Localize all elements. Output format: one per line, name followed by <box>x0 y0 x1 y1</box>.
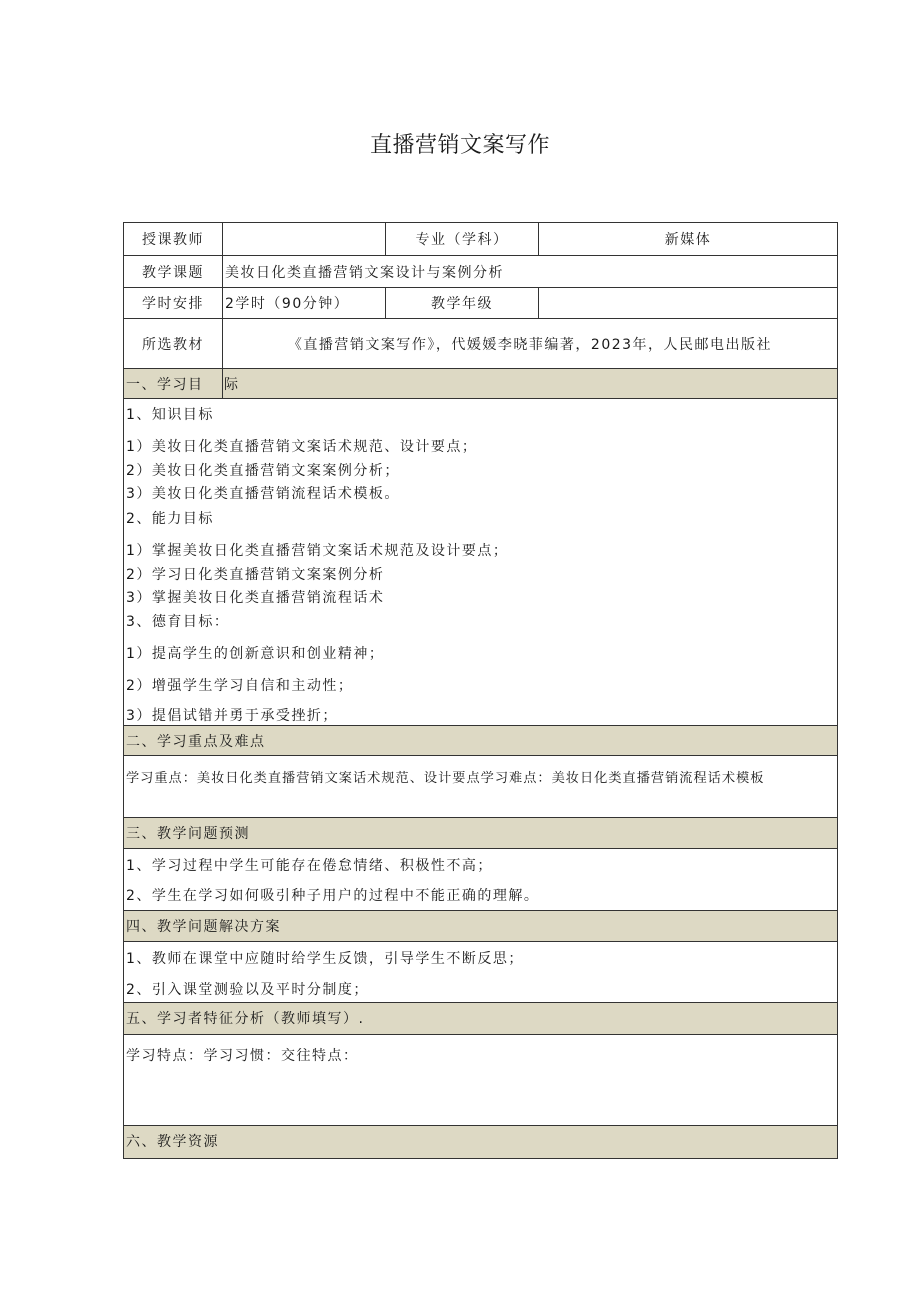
section-6-title: 六、教学资源 <box>126 1134 219 1150</box>
row-hours <box>123 287 838 318</box>
s1-line-4: 3）美妆日化类直播营销流程话术模板。 <box>126 486 400 502</box>
section-3-title: 三、教学问题预测 <box>126 826 250 842</box>
document-title: 直播营销文案写作 <box>369 133 550 158</box>
grade-value[interactable] <box>538 288 837 318</box>
section-5-header <box>123 1002 838 1034</box>
s1-line-9: 3、德育目标： <box>126 614 230 630</box>
textbook-value[interactable]: 《直播营销文案写作》，代媛媛李晓菲编著，2023年，人民邮电出版社 <box>222 319 837 368</box>
section-1-header <box>123 368 838 398</box>
section-6-header <box>123 1125 838 1159</box>
section-4-header <box>123 910 838 941</box>
s1-line-2: 1）美妆日化类直播营销文案话术规范、设计要点； <box>126 439 478 455</box>
row-teacher <box>123 222 838 255</box>
section-2-body <box>123 755 838 817</box>
s2-text: 学习重点：美妆日化类直播营销文案话术规范、设计要点学习难点：美妆日化类直播营销流程话术模板 <box>126 771 765 786</box>
s5-text: 学习特点：学习习惯：交往特点： <box>126 1048 359 1064</box>
section-1-title-b: 际 <box>224 377 240 393</box>
s1-line-6: 1）掌握美妆日化类直播营销文案话术规范及设计要点； <box>126 543 509 559</box>
section-3-body <box>123 848 838 910</box>
textbook-label: 所选教材 <box>142 336 204 353</box>
row-textbook <box>123 318 838 368</box>
section-2-title: 二、学习重点及难点 <box>126 734 266 750</box>
s3-line-1: 1、学习过程中学生可能存在倦怠情绪、积极性不高； <box>126 858 493 874</box>
section-4-title: 四、教学问题解决方案 <box>126 919 281 935</box>
s1-line-10: 1）提高学生的创新意识和创业精神； <box>126 646 385 662</box>
s1-line-12: 3）提倡试错并勇于承受挫折； <box>126 708 338 724</box>
s3-line-2: 2、学生在学习如何吸引种子用户的过程中不能正确的理解。 <box>126 888 540 904</box>
section-4-body <box>123 941 838 1002</box>
s1-line-11: 2）增强学生学习自信和主动性； <box>126 678 354 694</box>
topic-value[interactable]: 美妆日化类直播营销文案设计与案例分析 <box>222 256 837 287</box>
s4-line-1: 1、教师在课堂中应随时给学生反馈，引导学生不断反思； <box>126 951 524 967</box>
section-1-body <box>123 398 838 725</box>
section-5-body <box>123 1034 838 1125</box>
section-5-title: 五、学习者特征分析（教师填写）. <box>126 1011 365 1027</box>
s1-line-1: 1、知识目标 <box>126 407 214 423</box>
major-label: 专业（学科） <box>385 223 538 255</box>
s1-line-8: 3）掌握美妆日化类直播营销流程话术 <box>126 590 385 606</box>
s4-line-2: 2、引入课堂测验以及平时分制度； <box>126 982 369 998</box>
section-3-header <box>123 817 838 848</box>
hours-label: 学时安排 <box>142 296 204 312</box>
grade-label: 教学年级 <box>385 288 538 318</box>
row-topic <box>123 255 838 287</box>
teacher-label: 授课教师 <box>142 232 204 248</box>
section-1-title-a: 一、学习目 <box>126 377 204 393</box>
major-value[interactable]: 新媒体 <box>538 223 837 255</box>
teacher-value[interactable] <box>222 223 385 255</box>
s1-line-7: 2）学习日化类直播营销文案案例分析 <box>126 567 385 583</box>
s1-line-5: 2、能力目标 <box>126 511 214 527</box>
section-2-header <box>123 725 838 755</box>
hours-value[interactable]: 2学时（90分钟） <box>222 288 385 318</box>
s1-line-3: 2）美妆日化类直播营销文案案例分析； <box>126 463 400 479</box>
topic-label: 教学课题 <box>142 264 204 281</box>
